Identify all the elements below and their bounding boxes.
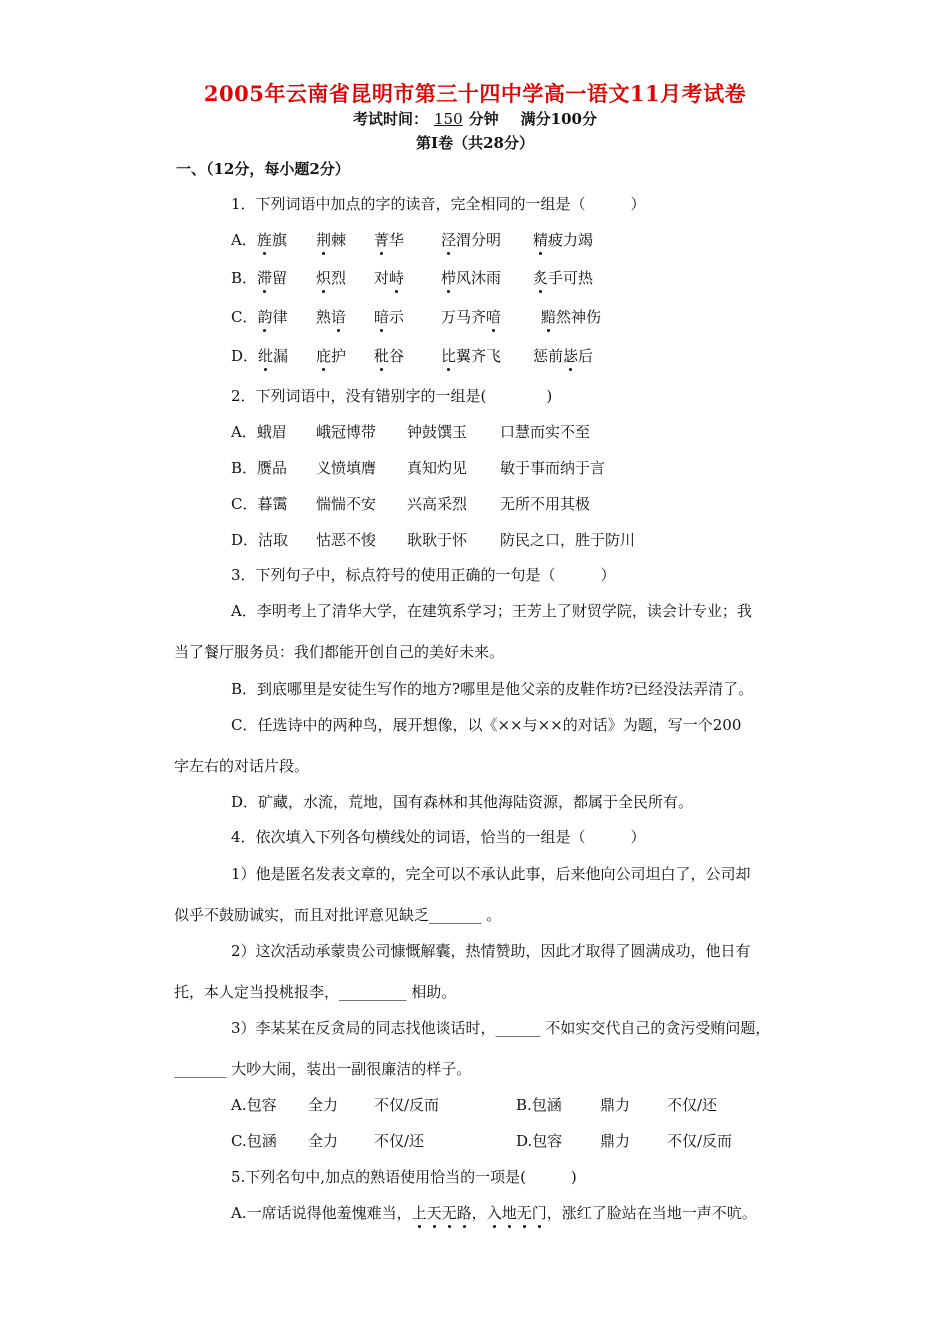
q5-option-a-post: ，涨红了脸站在当地一声不吭。 bbox=[546, 1204, 757, 1222]
q2-option-b-2: 义愤填膺 bbox=[316, 459, 377, 477]
q1-option-d-2: 庇护 bbox=[316, 347, 347, 365]
q4-option-a-2: 全力 bbox=[308, 1096, 339, 1114]
q4-option-b-3: 不仅/还 bbox=[667, 1096, 718, 1114]
q2-option-c-3: 兴高采烈 bbox=[407, 495, 468, 513]
q4-option-a-1: A.包容 bbox=[231, 1096, 277, 1114]
q4-option-d-3: 不仅/反而 bbox=[667, 1132, 733, 1150]
q2-option-d-3: 耿耿于怀 bbox=[407, 531, 468, 549]
exam-title: 2005年云南省昆明市第三十四中学高一语文11月考试卷 bbox=[203, 81, 747, 106]
section-title: 一、（12分，每小题2分） bbox=[176, 160, 350, 178]
q1-option-d-5: 惩前毖后 bbox=[533, 347, 594, 365]
q1-option-a-5: 精疲力竭 bbox=[533, 231, 594, 249]
part-title: 第Ⅰ卷（共28分） bbox=[416, 134, 534, 152]
q1-option-a-2: 荆棘 bbox=[316, 231, 347, 249]
q1-option-c-3: 暗示 bbox=[374, 308, 405, 326]
q4-option-d-2: 鼎力 bbox=[600, 1132, 631, 1150]
q1-option-a-3: 菁华 bbox=[374, 231, 405, 249]
q4-option-a-3: 不仅/反而 bbox=[374, 1096, 440, 1114]
q3-option-d: D．矿藏，水流，荒地，国有森林和其他海陆资源，都属于全民所有。 bbox=[231, 793, 694, 811]
q1-option-b-5: 炙手可热 bbox=[533, 269, 594, 287]
q4-sentence-2-line2: 托，本人定当投桃报李，_________ 相助。 bbox=[174, 983, 457, 1001]
q2-option-c-2: 惴惴不安 bbox=[316, 495, 377, 513]
q3-option-c-line2: 字左右的对话片段。 bbox=[174, 757, 310, 775]
q1-option-a-1: A．旌旗 bbox=[231, 231, 287, 249]
q4-sentence-2-line1: 2）这次活动承蒙贵公司慷慨解囊，热情赞助，因此才取得了圆满成功，他日有 bbox=[231, 942, 751, 960]
q1-option-b-2: 炽烈 bbox=[316, 269, 347, 287]
q2-option-a-1: A．蛾眉 bbox=[231, 423, 287, 441]
exam-info bbox=[0, 108, 950, 129]
q1-option-d-1: D．纰漏 bbox=[231, 347, 289, 365]
q4-sentence-1-line1: 1）他是匿名发表文章的，完全可以不承认此事，后来他向公司坦白了，公司却 bbox=[231, 865, 751, 883]
time-unit: 分钟 bbox=[468, 110, 499, 128]
q2-option-c-4: 无所不用其极 bbox=[500, 495, 591, 513]
q2-option-d-4: 防民之口，胜于防川 bbox=[500, 531, 636, 549]
q1-option-b-1: B．滞留 bbox=[231, 269, 288, 287]
q1-option-d-4: 比翼齐飞 bbox=[441, 347, 502, 365]
q2-option-a-2: 峨冠博带 bbox=[316, 423, 377, 441]
q5-option-a-pre: A.一席话说得他羞愧难当， bbox=[231, 1204, 412, 1222]
q2-option-d-2: 怙恶不悛 bbox=[316, 531, 377, 549]
q4-stem: 4．依次填入下列各句横线处的词语，恰当的一组是（ ） bbox=[231, 828, 646, 846]
q1-stem: 1．下列词语中加点的字的读音，完全相同的一组是（ ） bbox=[231, 195, 646, 213]
q2-option-b-4: 敏于事而纳于言 bbox=[500, 459, 606, 477]
q1-option-c-4: 万马齐喑 bbox=[441, 308, 502, 326]
q2-option-b-3: 真知灼见 bbox=[407, 459, 468, 477]
q5-dotted-phrase-1: 上天无路 bbox=[411, 1204, 472, 1222]
q3-option-a-line2: 当了餐厅服务员：我们都能开创自己的美好未来。 bbox=[174, 643, 505, 661]
q1-option-a-4: 泾渭分明 bbox=[441, 231, 502, 249]
q2-option-b-1: B．赝品 bbox=[231, 459, 288, 477]
q4-option-b-2: 鼎力 bbox=[600, 1096, 631, 1114]
q5-stem: 5.下列名句中,加点的熟语使用恰当的一项是( ) bbox=[231, 1168, 577, 1186]
q2-option-a-4: 口慧而实不至 bbox=[500, 423, 591, 441]
q4-option-c-1: C.包涵 bbox=[231, 1132, 277, 1150]
q3-stem: 3．下列句子中，标点符号的使用正确的一句是（ ） bbox=[231, 566, 616, 584]
q1-option-b-4: 栉风沐雨 bbox=[441, 269, 502, 287]
q1-option-c-1: C．韵律 bbox=[231, 308, 288, 326]
q2-option-c-1: C．暮霭 bbox=[231, 495, 288, 513]
q2-stem: 2．下列词语中，没有错别字的一组是( ) bbox=[231, 387, 553, 405]
q4-option-c-2: 全力 bbox=[308, 1132, 339, 1150]
q2-option-a-3: 钟鼓馔玉 bbox=[407, 423, 468, 441]
q3-option-c-line1: C．任选诗中的两种鸟，展开想像，以《××与××的对话》为题，写一个200 bbox=[231, 716, 742, 734]
q1-option-d-3: 秕谷 bbox=[374, 347, 405, 365]
q5-option-a bbox=[231, 1202, 757, 1223]
q1-option-c-5: 黯然神伤 bbox=[541, 308, 602, 326]
q4-sentence-1-line2: 似乎不鼓励诚实，而且对批评意见缺乏_______ 。 bbox=[174, 906, 502, 924]
q4-option-b-1: B.包涵 bbox=[516, 1096, 562, 1114]
q5-dotted-phrase-2: 入地无门 bbox=[486, 1204, 547, 1222]
q3-option-b: B．到底哪里是安徒生写作的地方?哪里是他父亲的皮鞋作坊?已经没法弄清了。 bbox=[231, 680, 754, 698]
q4-option-c-3: 不仅/还 bbox=[374, 1132, 425, 1150]
time-value: 150 bbox=[434, 110, 463, 128]
time-label: 考试时间： bbox=[353, 110, 429, 128]
q1-option-c-2: 熟谙 bbox=[316, 308, 347, 326]
q3-option-a-line1: A．李明考上了清华大学，在建筑系学习；王芳上了财贸学院，读会计专业；我 bbox=[231, 602, 752, 620]
q1-option-b-3: 对峙 bbox=[374, 269, 405, 287]
q4-option-d-1: D.包容 bbox=[516, 1132, 563, 1150]
q4-sentence-3-line2: _______ 大吵大闹，装出一副很廉洁的样子。 bbox=[174, 1060, 472, 1078]
full-score: 满分100分 bbox=[520, 110, 597, 128]
q4-sentence-3-line1: 3）李某某在反贪局的同志找他谈话时，______ 不如实交代自己的贪污受贿问题， bbox=[231, 1019, 771, 1037]
q2-option-d-1: D．沽取 bbox=[231, 531, 289, 549]
q5-option-a-sep: ， bbox=[471, 1204, 487, 1222]
